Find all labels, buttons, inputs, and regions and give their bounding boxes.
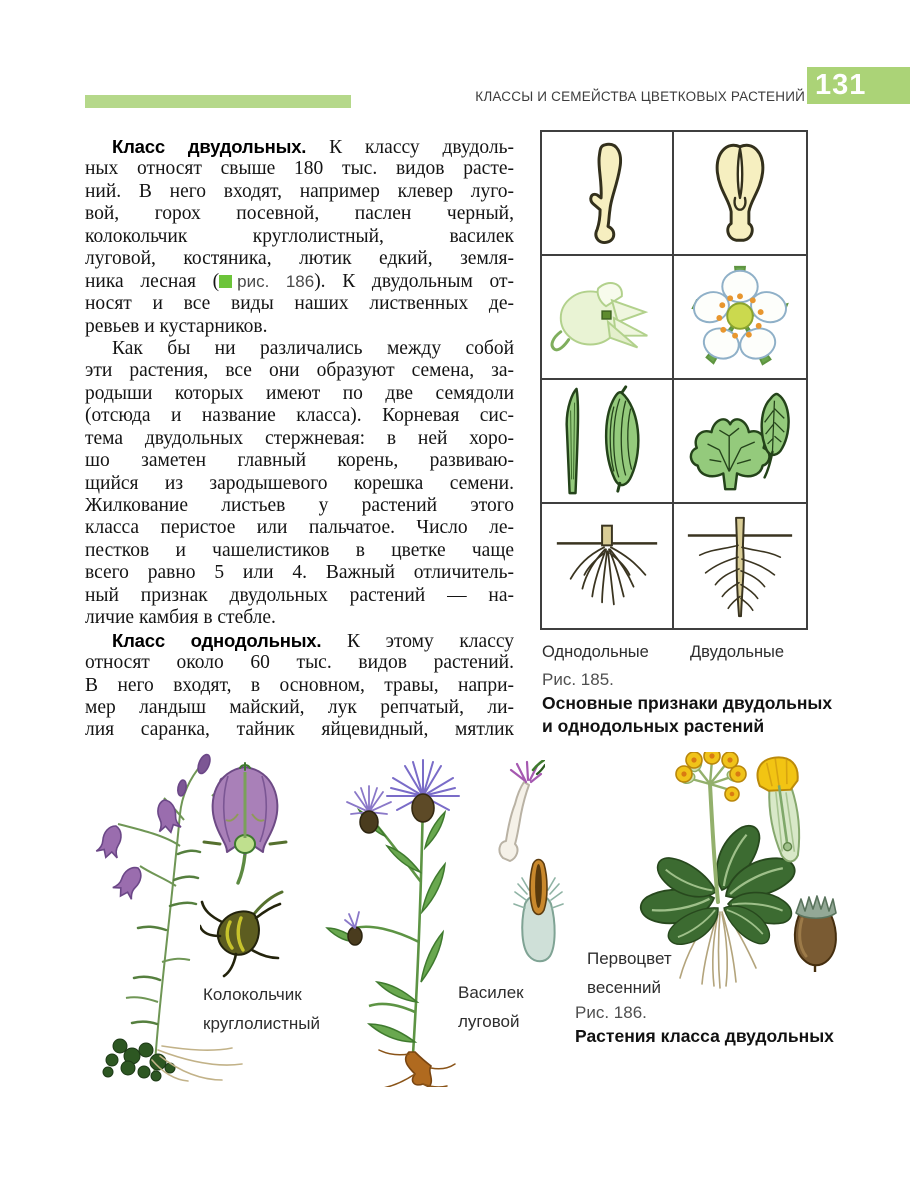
figure-185-caption: Основные признаки двудольных и однодольных растений xyxy=(542,693,833,736)
label-monocots: Однодольные xyxy=(542,643,649,661)
label-dicots: Двудольные xyxy=(690,643,785,661)
text-segment: пестков и чашелистиков в цветке чаще xyxy=(85,539,514,561)
text-segment: относят около 60 тыс. видов растений. xyxy=(85,652,514,674)
text-segment: ний. В него входят, например клевер луго- xyxy=(85,180,514,202)
text-segment: личие камбия в стебле. xyxy=(85,607,276,629)
text-segment: мер ландыш майский, лук репчатый, ли- xyxy=(85,696,514,718)
text-line xyxy=(85,675,514,697)
text-segment: носят и все виды наших лиственных де- xyxy=(85,293,514,315)
text-segment: Как бы ни различались между собой xyxy=(112,337,514,359)
text-line xyxy=(85,226,514,248)
text-line xyxy=(85,181,514,203)
cell-dicot-embryo xyxy=(674,132,806,256)
text-line xyxy=(85,517,514,539)
text-segment: лия саранка, тайник яйцевидный, мятлик xyxy=(85,719,514,741)
cornflower-plant-illustration xyxy=(325,752,503,1087)
text-segment: ревьев и кустарников. xyxy=(85,315,268,337)
text-segment: ных относят свыше 180 тыс. видов расте- xyxy=(85,158,514,180)
cell-monocot-leaves xyxy=(542,380,674,504)
running-header: КЛАССЫ И СЕМЕЙСТВА ЦВЕТКОВЫХ РАСТЕНИЙ xyxy=(475,89,805,104)
label-cornflower: Василек луговой xyxy=(458,983,524,1031)
text-line xyxy=(85,271,514,293)
text-line xyxy=(85,697,514,719)
page-number-badge xyxy=(807,67,910,104)
fibrous-root-system-icon xyxy=(543,506,671,626)
text-segment: тема двудольных стержневая: в ней хоро- xyxy=(85,427,514,449)
text-line xyxy=(85,652,514,674)
text-segment: ). К двудольным от- xyxy=(314,270,514,292)
text-line xyxy=(85,203,514,225)
text-line xyxy=(85,248,514,270)
text-line xyxy=(85,607,514,629)
figure-185-reference: Рис. 185. xyxy=(542,670,614,689)
figure-185-grid xyxy=(540,130,808,630)
text-line xyxy=(85,585,514,607)
cell-fibrous-roots xyxy=(542,504,674,628)
cell-dicot-flower xyxy=(674,256,806,380)
cornflower-achene-illustration xyxy=(513,856,565,966)
primrose-seed-capsule-illustration xyxy=(786,885,844,973)
text-segment: колокольчик круглолистный, василек xyxy=(85,225,514,247)
text-line xyxy=(85,719,514,741)
figure-reference-square-icon xyxy=(219,275,232,288)
text-line xyxy=(85,136,514,158)
text-line xyxy=(85,562,514,584)
monocot-embryo-one-cotyledon-icon xyxy=(543,133,671,253)
text-segment: (отсюда и название класса). Корневая сис- xyxy=(85,405,514,427)
label-primrose: Первоцвет весенний xyxy=(587,949,672,997)
cell-monocot-flower xyxy=(542,256,674,380)
text-segment: луговой, костяника, лютик едкий, земля- xyxy=(85,248,514,270)
text-segment: К этому классу xyxy=(321,630,514,652)
text-segment: щийся из зародышевого корешка семени. xyxy=(85,472,514,494)
text-line xyxy=(85,540,514,562)
dicot-leaves-netted-venation-icon xyxy=(676,381,804,501)
text-line xyxy=(85,360,514,382)
text-segment: родыши которых имеют по две семядоли xyxy=(85,382,514,404)
cell-taproot xyxy=(674,504,806,628)
figure-186-reference: Рис. 186. xyxy=(575,1003,647,1022)
text-segment: всего равно 5 или 4. Важный отличитель- xyxy=(85,562,514,584)
text-line xyxy=(85,630,514,652)
paragraph-lead: Класс двудольных. xyxy=(112,136,307,157)
primrose-flower-section-illustration xyxy=(752,755,814,873)
text-line xyxy=(85,428,514,450)
harebell-seed-capsule-illustration xyxy=(200,888,295,980)
text-line xyxy=(85,338,514,360)
monocot-flower-icon xyxy=(543,257,671,377)
text-line xyxy=(85,293,514,315)
monocot-leaves-parallel-venation-icon xyxy=(543,381,671,501)
text-segment: вой, горох посевной, паслен черный, xyxy=(85,203,514,225)
dicot-embryo-two-cotyledons-icon xyxy=(676,133,804,253)
figure-reference-text: рис. 186 xyxy=(237,271,315,291)
text-segment: К классу двудоль- xyxy=(306,137,514,158)
text-line xyxy=(85,495,514,517)
text-segment: Жилкование листьев у растений этого xyxy=(85,495,514,516)
text-segment: класса перистое или пальчатое. Число ле- xyxy=(85,517,514,539)
dicot-five-petal-flower-icon xyxy=(676,257,804,377)
page-number: 131 xyxy=(815,69,867,101)
text-line xyxy=(85,316,514,338)
paragraph-lead: Класс однодольных. xyxy=(112,629,322,651)
text-segment: ный признак двудольных растений — на- xyxy=(85,584,514,606)
text-line xyxy=(85,473,514,495)
text-segment: эти растения, все они образуют семена, за- xyxy=(85,360,514,382)
label-bellflower: Колокольчик круглолистный xyxy=(203,985,321,1033)
text-line xyxy=(85,383,514,405)
taproot-system-icon xyxy=(676,506,804,626)
cell-dicot-leaves xyxy=(674,380,806,504)
text-segment: В него входят, в основном, травы, напри- xyxy=(85,674,514,696)
header-green-bar xyxy=(85,95,351,108)
text-line xyxy=(85,450,514,472)
cell-monocot-embryo xyxy=(542,132,674,256)
text-segment: ника лесная ( xyxy=(85,270,220,292)
figure-186-caption: Растения класса двудольных xyxy=(575,1026,834,1046)
text-line xyxy=(85,158,514,180)
article-text xyxy=(85,136,514,742)
figure-185 xyxy=(540,130,860,736)
text-line xyxy=(85,405,514,427)
text-segment: шо заметен главный корень, развиваю- xyxy=(85,450,514,472)
harebell-flower-section-illustration xyxy=(198,760,293,886)
